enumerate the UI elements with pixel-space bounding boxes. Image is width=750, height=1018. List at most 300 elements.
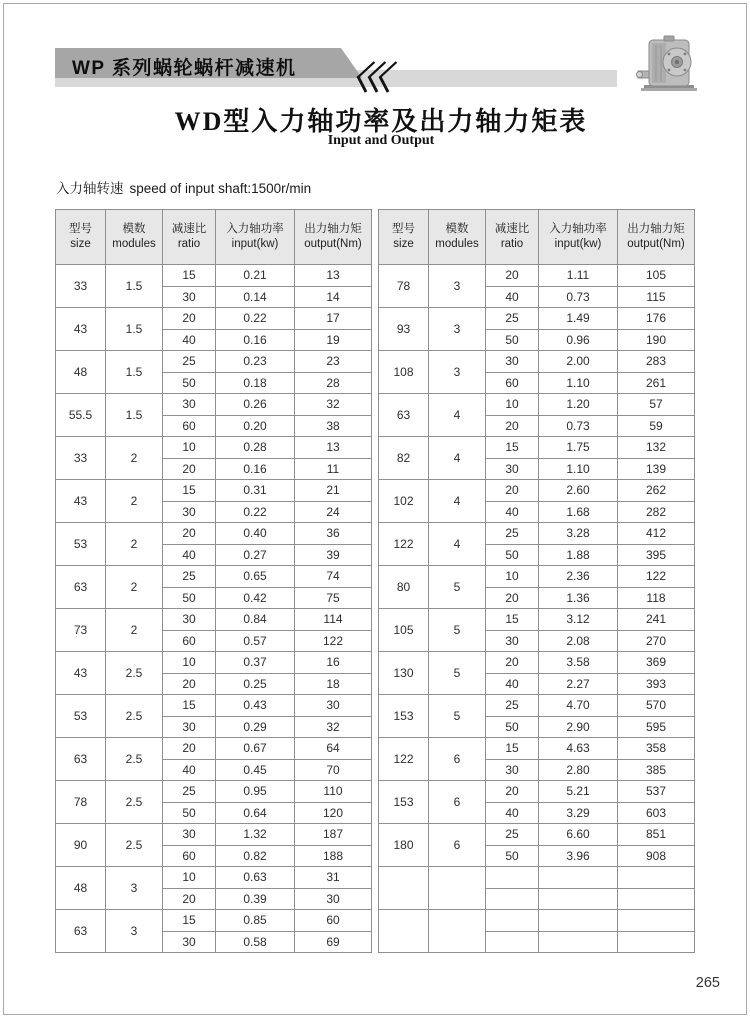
size-cell: 80 [379,566,429,609]
ratio-cell: 50 [163,587,216,609]
input-cell: 6.60 [539,824,618,846]
output-cell: 393 [618,673,695,695]
output-cell: 358 [618,738,695,760]
modules-cell [429,867,486,910]
output-cell: 385 [618,759,695,781]
input-cell: 3.96 [539,845,618,867]
input-cell: 0.21 [216,265,295,287]
output-cell: 122 [295,630,372,652]
series-banner-title: WP 系列蜗轮蜗杆减速机 [72,58,297,79]
column-header: 入力轴功率 input(kw) [539,210,618,265]
ratio-cell: 10 [163,437,216,459]
ratio-cell: 50 [486,845,539,867]
input-cell: 1.11 [539,265,618,287]
modules-cell: 2 [106,566,163,609]
table-row [56,265,372,287]
output-cell: 75 [295,587,372,609]
input-cell: 0.39 [216,888,295,910]
output-cell: 21 [295,480,372,502]
output-cell: 38 [295,415,372,437]
output-cell [618,867,695,889]
output-cell: 603 [618,802,695,824]
input-cell: 2.36 [539,566,618,588]
size-cell: 43 [56,308,106,351]
output-cell: 118 [618,587,695,609]
input-cell: 2.00 [539,351,618,373]
table-row [379,695,695,717]
modules-cell: 6 [429,738,486,781]
ratio-cell [486,867,539,889]
ratio-cell: 20 [486,781,539,803]
input-cell: 0.22 [216,308,295,330]
output-cell: 176 [618,308,695,330]
input-cell: 1.88 [539,544,618,566]
input-cell: 0.96 [539,329,618,351]
ratio-cell: 15 [163,480,216,502]
size-cell: 53 [56,695,106,738]
size-cell: 108 [379,351,429,394]
table-row [56,738,372,760]
size-cell: 93 [379,308,429,351]
size-cell: 180 [379,824,429,867]
modules-cell: 2.5 [106,824,163,867]
table-row [379,652,695,674]
input-cell [539,910,618,932]
header-row [56,210,372,265]
modules-cell: 5 [429,566,486,609]
input-cell: 0.31 [216,480,295,502]
ratio-cell: 15 [486,609,539,631]
input-cell: 0.16 [216,329,295,351]
output-cell: 69 [295,931,372,953]
column-header: 出力轴力矩 output(Nm) [618,210,695,265]
ratio-cell: 60 [163,845,216,867]
ratio-cell: 50 [486,329,539,351]
output-cell: 30 [295,888,372,910]
table-row [56,437,372,459]
modules-cell: 1.5 [106,351,163,394]
output-cell: 70 [295,759,372,781]
size-cell: 33 [56,265,106,308]
input-cell: 0.58 [216,931,295,953]
modules-cell: 2 [106,523,163,566]
input-cell: 3.12 [539,609,618,631]
ratio-cell: 25 [486,695,539,717]
modules-cell [429,910,486,953]
modules-cell: 1.5 [106,265,163,308]
output-cell: 105 [618,265,695,287]
input-cell: 0.37 [216,652,295,674]
modules-cell: 1.5 [106,308,163,351]
output-cell: 36 [295,523,372,545]
ratio-cell: 20 [163,308,216,330]
ratio-cell: 25 [486,523,539,545]
size-cell: 78 [379,265,429,308]
input-cell: 2.90 [539,716,618,738]
modules-cell: 5 [429,695,486,738]
table-row [379,351,695,373]
modules-cell: 4 [429,480,486,523]
input-cell: 2.08 [539,630,618,652]
column-header: 入力轴功率 input(kw) [216,210,295,265]
ratio-cell: 30 [163,609,216,631]
output-cell: 11 [295,458,372,480]
output-cell: 188 [295,845,372,867]
size-cell: 63 [56,566,106,609]
input-cell: 0.63 [216,867,295,889]
size-cell: 43 [56,652,106,695]
size-cell: 122 [379,738,429,781]
modules-cell: 4 [429,394,486,437]
output-cell: 187 [295,824,372,846]
ratio-cell: 20 [486,480,539,502]
modules-cell: 4 [429,523,486,566]
output-cell: 395 [618,544,695,566]
table-row [56,695,372,717]
ratio-cell [486,931,539,953]
modules-cell: 5 [429,609,486,652]
input-cell: 3.28 [539,523,618,545]
ratio-cell [486,910,539,932]
input-cell [539,931,618,953]
input-cell: 1.20 [539,394,618,416]
table-row [56,824,372,846]
size-cell: 55.5 [56,394,106,437]
output-cell: 59 [618,415,695,437]
output-cell: 39 [295,544,372,566]
ratio-cell: 25 [486,824,539,846]
ratio-cell: 10 [486,394,539,416]
output-cell: 114 [295,609,372,631]
table-row [379,308,695,330]
output-cell: 120 [295,802,372,824]
output-cell: 28 [295,372,372,394]
ratio-cell: 10 [163,867,216,889]
ratio-cell: 15 [163,695,216,717]
input-cell: 0.67 [216,738,295,760]
gear-reducer-photo [636,33,702,100]
size-cell: 122 [379,523,429,566]
input-cell: 1.49 [539,308,618,330]
output-cell: 16 [295,652,372,674]
table-row [56,566,372,588]
table-row [56,867,372,889]
ratio-cell: 50 [163,372,216,394]
modules-cell: 6 [429,824,486,867]
output-cell: 132 [618,437,695,459]
ratio-cell: 40 [486,802,539,824]
table-row [56,351,372,373]
output-cell: 60 [295,910,372,932]
ratio-cell: 20 [163,523,216,545]
spec-table-left [55,209,372,953]
modules-cell: 2.5 [106,695,163,738]
column-header: 出力轴力矩 output(Nm) [295,210,372,265]
ratio-cell: 40 [486,673,539,695]
table-row [379,480,695,502]
size-cell: 102 [379,480,429,523]
input-cell: 0.20 [216,415,295,437]
ratio-cell: 50 [163,802,216,824]
ratio-cell: 20 [486,652,539,674]
input-cell: 0.65 [216,566,295,588]
input-cell: 0.22 [216,501,295,523]
size-cell: 53 [56,523,106,566]
table-row [379,394,695,416]
size-cell: 153 [379,695,429,738]
input-cell: 4.63 [539,738,618,760]
size-cell: 78 [56,781,106,824]
table-row [56,523,372,545]
table-row [379,566,695,588]
ratio-cell: 20 [486,265,539,287]
output-cell: 369 [618,652,695,674]
ratio-cell: 50 [486,544,539,566]
input-cell: 1.75 [539,437,618,459]
input-cell: 2.80 [539,759,618,781]
size-cell: 63 [56,910,106,953]
modules-cell: 5 [429,652,486,695]
table-row [379,437,695,459]
table-row [379,265,695,287]
output-cell: 32 [295,394,372,416]
column-header: 型号 size [379,210,429,265]
speed-note-cn: 入力轴转速 [56,181,124,196]
input-cell: 0.28 [216,437,295,459]
table-row [56,910,372,932]
output-cell: 908 [618,845,695,867]
table-row [379,867,695,889]
input-cell [539,888,618,910]
output-cell: 17 [295,308,372,330]
output-cell: 262 [618,480,695,502]
input-cell: 0.64 [216,802,295,824]
input-cell: 0.23 [216,351,295,373]
modules-cell: 1.5 [106,394,163,437]
header-row [379,210,695,265]
input-cell: 0.57 [216,630,295,652]
ratio-cell: 40 [486,286,539,308]
modules-cell: 2 [106,437,163,480]
input-cell: 5.21 [539,781,618,803]
ratio-cell: 15 [486,437,539,459]
table-row [379,910,695,932]
ratio-cell: 30 [163,824,216,846]
input-cell: 0.45 [216,759,295,781]
size-cell: 90 [56,824,106,867]
output-cell: 537 [618,781,695,803]
modules-cell: 3 [429,351,486,394]
table-row [56,480,372,502]
table-row [379,738,695,760]
modules-cell: 2.5 [106,738,163,781]
table-row [56,308,372,330]
ratio-cell: 60 [486,372,539,394]
ratio-cell: 30 [163,716,216,738]
output-cell: 64 [295,738,372,760]
ratio-cell: 30 [163,286,216,308]
modules-cell: 2 [106,480,163,523]
input-cell: 0.95 [216,781,295,803]
size-cell [379,867,429,910]
input-cell: 0.43 [216,695,295,717]
column-header: 减速比 ratio [163,210,216,265]
ratio-cell: 25 [163,781,216,803]
input-cell: 2.60 [539,480,618,502]
ratio-cell: 20 [163,888,216,910]
output-cell: 412 [618,523,695,545]
output-cell [618,888,695,910]
size-cell: 153 [379,781,429,824]
ratio-cell: 30 [486,630,539,652]
input-cell: 1.36 [539,587,618,609]
column-header: 模数 modules [106,210,163,265]
input-cell: 1.68 [539,501,618,523]
input-cell: 0.84 [216,609,295,631]
size-cell: 63 [56,738,106,781]
input-cell: 0.26 [216,394,295,416]
size-cell [379,910,429,953]
ratio-cell: 25 [163,351,216,373]
output-cell: 270 [618,630,695,652]
input-cell: 0.40 [216,523,295,545]
output-cell: 139 [618,458,695,480]
table-row [56,609,372,631]
page-subtitle: Input and Output [327,133,435,148]
modules-cell: 3 [106,867,163,910]
output-cell: 19 [295,329,372,351]
triple-left-chevron-icon [351,60,397,99]
output-cell: 14 [295,286,372,308]
input-cell: 0.85 [216,910,295,932]
output-cell: 283 [618,351,695,373]
input-cell: 0.27 [216,544,295,566]
output-cell: 190 [618,329,695,351]
spec-table-right [378,209,695,953]
input-cell: 0.73 [539,415,618,437]
size-cell: 43 [56,480,106,523]
input-cell: 0.42 [216,587,295,609]
modules-cell: 3 [429,265,486,308]
ratio-cell: 20 [163,738,216,760]
size-cell: 63 [379,394,429,437]
ratio-cell: 60 [163,630,216,652]
ratio-cell: 60 [163,415,216,437]
size-cell: 105 [379,609,429,652]
input-cell: 1.10 [539,458,618,480]
output-cell: 31 [295,867,372,889]
output-cell: 30 [295,695,372,717]
table-row [56,394,372,416]
table-row [56,652,372,674]
output-cell: 23 [295,351,372,373]
modules-cell: 3 [429,308,486,351]
modules-cell: 4 [429,437,486,480]
input-cell: 0.73 [539,286,618,308]
output-cell [618,910,695,932]
size-cell: 33 [56,437,106,480]
ratio-cell: 40 [163,544,216,566]
table-row [379,523,695,545]
output-cell: 13 [295,265,372,287]
column-header: 减速比 ratio [486,210,539,265]
output-cell: 115 [618,286,695,308]
output-cell: 110 [295,781,372,803]
input-cell: 2.27 [539,673,618,695]
input-cell: 0.29 [216,716,295,738]
column-header: 模数 modules [429,210,486,265]
ratio-cell: 30 [486,351,539,373]
ratio-cell: 25 [163,566,216,588]
ratio-cell: 50 [486,716,539,738]
output-cell: 122 [618,566,695,588]
output-cell: 13 [295,437,372,459]
output-cell: 57 [618,394,695,416]
table-row [379,824,695,846]
modules-cell: 2 [106,609,163,652]
ratio-cell: 25 [486,308,539,330]
size-cell: 48 [56,351,106,394]
input-cell: 0.16 [216,458,295,480]
ratio-cell: 10 [163,652,216,674]
ratio-cell: 40 [486,501,539,523]
modules-cell: 3 [106,910,163,953]
modules-cell: 2.5 [106,781,163,824]
ratio-cell: 30 [486,759,539,781]
output-cell [618,931,695,953]
ratio-cell: 20 [486,415,539,437]
ratio-cell: 20 [163,673,216,695]
size-cell: 82 [379,437,429,480]
size-cell: 73 [56,609,106,652]
ratio-cell: 15 [163,910,216,932]
output-cell: 241 [618,609,695,631]
table-row [379,781,695,803]
input-cell: 0.25 [216,673,295,695]
output-cell: 18 [295,673,372,695]
output-cell: 282 [618,501,695,523]
input-shaft-speed-note [56,177,311,197]
input-cell: 3.58 [539,652,618,674]
input-cell: 0.18 [216,372,295,394]
ratio-cell: 30 [163,931,216,953]
column-header: 型号 size [56,210,106,265]
output-cell: 74 [295,566,372,588]
table-row [379,609,695,631]
ratio-cell: 10 [486,566,539,588]
ratio-cell: 20 [486,587,539,609]
output-cell: 24 [295,501,372,523]
input-cell: 4.70 [539,695,618,717]
input-cell: 1.32 [216,824,295,846]
ratio-cell: 15 [163,265,216,287]
table-row [56,781,372,803]
output-cell: 851 [618,824,695,846]
ratio-cell: 30 [486,458,539,480]
ratio-cell: 15 [486,738,539,760]
output-cell: 595 [618,716,695,738]
ratio-cell: 40 [163,759,216,781]
page-title: WD型入力轴功率及出力轴力矩表 [174,107,588,136]
input-cell [539,867,618,889]
size-cell: 130 [379,652,429,695]
ratio-cell: 40 [163,329,216,351]
size-cell: 48 [56,867,106,910]
output-cell: 570 [618,695,695,717]
modules-cell: 6 [429,781,486,824]
ratio-cell [486,888,539,910]
ratio-cell: 30 [163,501,216,523]
